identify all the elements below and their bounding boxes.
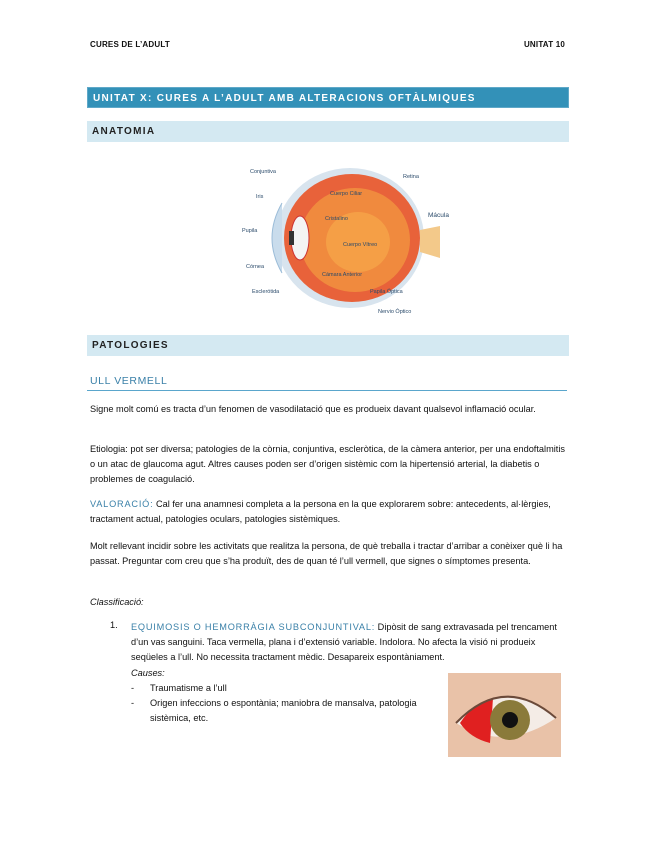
- label-esclerotida: Esclerótida: [252, 289, 280, 295]
- label-papila-optica: Papila Óptica: [370, 289, 403, 295]
- header-right: UNITAT 10: [523, 40, 565, 49]
- label-camara-anterior: Cámara Anterior: [322, 272, 363, 278]
- section-patologies: PATOLOGIES: [87, 335, 569, 356]
- label-cuerpo-ciliar: Cuerpo Ciliar: [330, 191, 363, 197]
- bullet: -: [131, 698, 135, 708]
- causes-label: Causes:: [131, 668, 165, 678]
- label-conjuntiva: Conjuntiva: [250, 169, 276, 175]
- label-cuerpo-vitreo: Cuerpo Vítreo: [343, 242, 378, 248]
- paragraph-etiologia: Etiologia: pot ser diversa; patologies de la còrnia, conjuntiva, escleròtica, de la càmera anterior, per una endoftalmitis o un atac de glaucoma agut. Altres causes poden ser d’origen sistèmic com la hipertensió arterial, la diabetis o problemes de coagulació.: [90, 444, 565, 484]
- paragraph-definition: Signe molt comú es tracta d’un fenomen de vasodilatació que es produeix davant qualsevol inflamació ocular.: [90, 404, 536, 414]
- item-text: Dipòsit de sang extravasada pel trencament d’un vas sanguini. Taca vermella, plana i d’extensió variable. Indolora. No afecta la visió ni produeix seqüeles a l’ull. No necessita tractament mèdic. Desapareix espontàniament.: [131, 622, 557, 662]
- item-title: EQUIMOSIS O HEMORRÀGIA SUBCONJUNTIVAL:: [131, 622, 376, 632]
- divider: [87, 390, 567, 391]
- list-item-equimosis: [131, 620, 563, 665]
- label-pupila: Pupila: [242, 228, 258, 234]
- cause-item: Origen infeccions o espontània; maniobra de mansalva, patologia sistèmica, etc.: [150, 698, 417, 723]
- label-macula: Mácula: [428, 212, 449, 219]
- bullet: -: [131, 683, 135, 693]
- label-iris: Iris: [256, 194, 264, 200]
- paragraph-valoracio: [90, 497, 565, 527]
- label-retina: Retina: [403, 174, 419, 180]
- eye-anatomy-diagram: [240, 158, 470, 318]
- label-cristalino: Cristalino: [325, 216, 348, 222]
- label-cornea: Córnea: [246, 264, 265, 270]
- paragraph-activitats: Molt rellevant incidir sobre les activitats que realitza la persona, de què treballa i tractar d’arribar a conèixer què li ha passat. Preguntar com creu que s’ha produït, des de quan té l’ull vermell, que signes o símptomes presenta.: [90, 541, 563, 566]
- classificacio-label: Classificació:: [90, 597, 144, 607]
- red-eye-photo: [448, 673, 561, 757]
- label-nervio-optico: Nervio Óptico: [378, 309, 412, 315]
- header-left: CURES DE L’ADULT: [90, 40, 170, 49]
- cause-item: Traumatisme a l’ull: [150, 683, 227, 693]
- valoracio-label: VALORACIÓ:: [90, 499, 154, 509]
- list-number: 1.: [110, 620, 118, 630]
- valoracio-text: Cal fer una anamnesi completa a la persona en la que explorarem sobre: antecedents, al·lèrgies, tractament actual, patologies oculars, patologies sistèmiques.: [90, 499, 551, 524]
- section-anatomia: ANATOMIA: [87, 121, 569, 142]
- subsection-ull-vermell: ULL VERMELL: [90, 375, 168, 387]
- unit-title-bar: UNITAT X: CURES A L’ADULT AMB ALTERACIONS OFTÀLMIQUES: [87, 87, 569, 108]
